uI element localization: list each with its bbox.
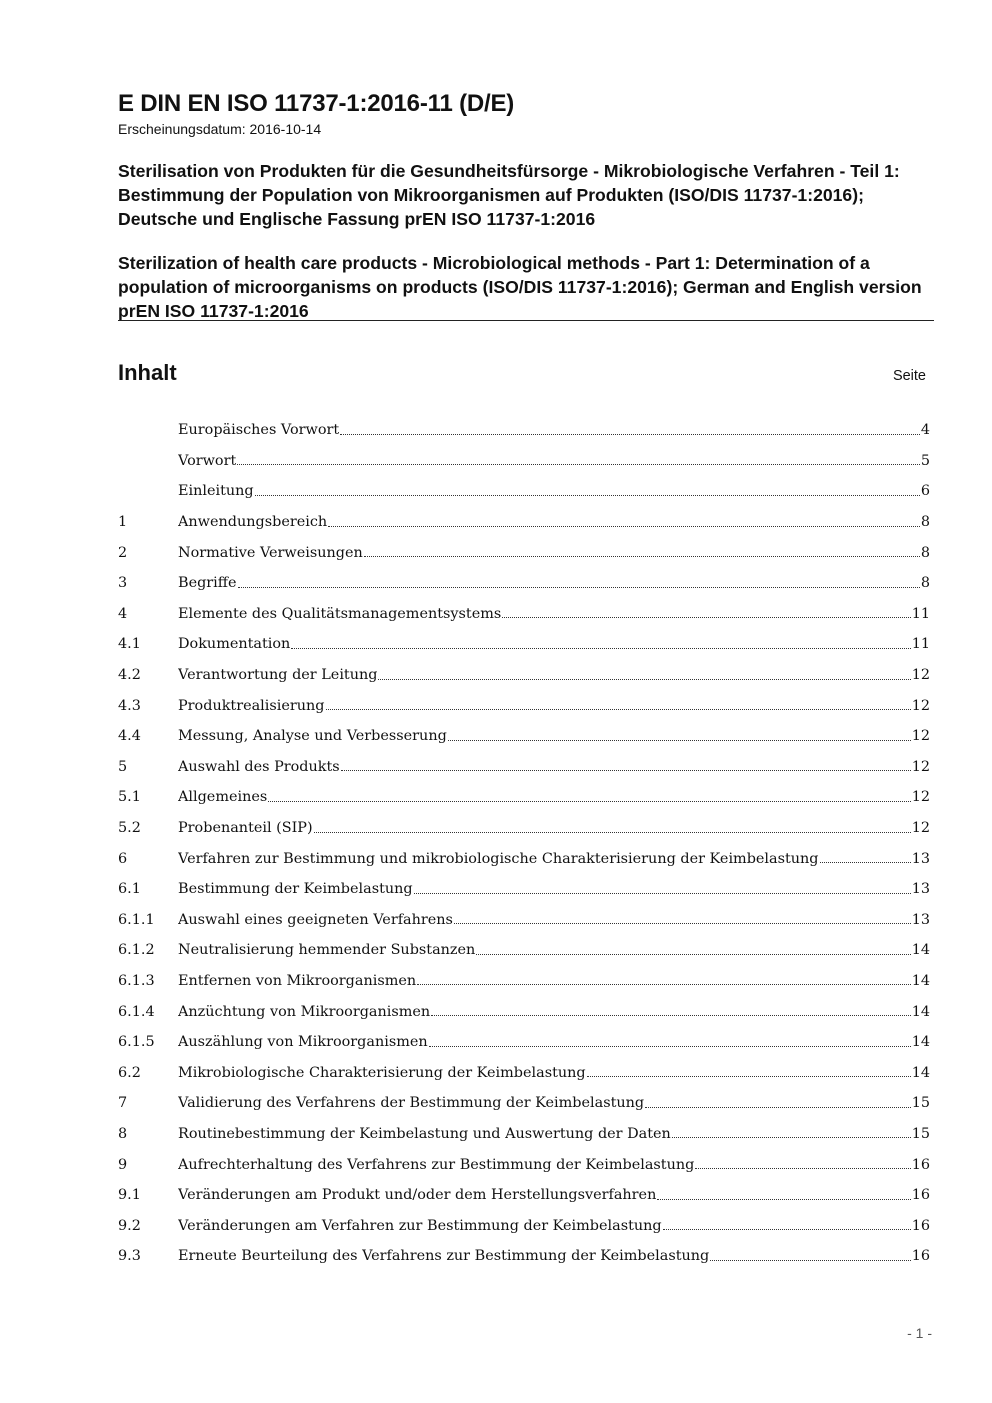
toc-entry[interactable] [118,568,930,599]
toc-entry-title: Auswahl des Produkts [178,758,340,775]
title-divider [118,320,934,321]
toc-dot-leader [431,1015,910,1016]
toc-entry[interactable] [118,507,930,538]
toc-entry[interactable] [118,1057,930,1088]
toc-entry-page: 8 [920,575,930,592]
toc-entry-page: 15 [911,1095,930,1112]
toc-entry-title: Anwendungsbereich [178,514,328,531]
toc-dot-leader [657,1199,910,1200]
toc-entry-title: Auswahl eines geeigneten Verfahrens [178,911,453,928]
toc-entry-number: 6 [118,850,128,867]
toc-dot-leader [326,709,911,710]
toc-entry-number: 9.3 [118,1248,141,1265]
toc-entry-page: 14 [911,942,930,959]
toc-entry-number: 9.2 [118,1217,141,1234]
toc-entry-page: 5 [920,452,930,469]
toc-entry-page: 4 [920,422,930,439]
toc-entry-number: 4 [118,605,128,622]
page-number: - 1 - [907,1325,932,1341]
toc-entry-title: Normative Verweisungen [178,544,363,561]
toc-dot-leader [328,526,920,527]
toc-entry-title: Produktrealisierung [178,697,325,714]
toc-entry[interactable] [118,1027,930,1058]
toc-entry[interactable] [118,996,930,1027]
toc-entry-number: 7 [118,1095,128,1112]
toc-entry-title: Anzüchtung von Mikroorganismen [178,1003,431,1020]
toc-entry-number: 4.3 [118,697,141,714]
toc-entry-title: Messung, Analyse und Verbesserung [178,728,447,745]
toc-entry-title: Dokumentation [178,636,291,653]
toc-entry-page: 12 [911,728,930,745]
toc-entry-number: 4.2 [118,667,141,684]
toc-entry-title: Probenanteil (SIP) [178,820,313,837]
toc-entry-page: 12 [911,697,930,714]
toc-dot-leader [476,954,910,955]
toc-entry-title: Routinebestimmung der Keimbelastung und Auswertung der Daten [178,1125,671,1142]
toc-dot-leader [429,1046,911,1047]
toc-entry-number: 3 [118,575,128,592]
document-id: E DIN EN ISO 11737-1:2016-11 (D/E) [118,90,515,117]
toc-entry-page: 14 [911,1003,930,1020]
toc-entry-page: 14 [911,972,930,989]
toc-entry[interactable] [118,843,930,874]
toc-dot-leader [587,1076,911,1077]
toc-entry-page: 12 [911,789,930,806]
toc-entry[interactable] [118,782,930,813]
toc-dot-leader [695,1168,910,1169]
toc-dot-leader [820,862,911,863]
toc-entry[interactable] [118,1241,930,1272]
toc-entry-number: 6.1.3 [118,972,155,989]
toc-dot-leader [448,740,911,741]
toc-entry[interactable] [118,690,930,721]
toc-entry-title: Veränderungen am Verfahren zur Bestimmung der Keimbelastung [178,1217,662,1234]
toc-entry-title: Bestimmung der Keimbelastung [178,881,413,898]
toc-entry-number: 8 [118,1125,128,1142]
toc-entry-title: Verantwortung der Leitung [178,667,378,684]
toc-entry-number: 6.1.1 [118,911,155,928]
toc-entry-number: 6.1.4 [118,1003,155,1020]
toc-entry[interactable] [118,966,930,997]
toc-entry-page: 8 [920,514,930,531]
toc-dot-leader [255,495,920,496]
toc-entry-number: 9.1 [118,1187,141,1204]
toc-entry-page: 8 [920,544,930,561]
table-of-contents [118,415,930,1272]
toc-entry-page: 13 [911,911,930,928]
toc-entry-title: Einleitung [178,483,254,500]
toc-dot-leader [291,648,910,649]
toc-entry-page: 12 [911,667,930,684]
toc-entry-title: Aufrechterhaltung des Verfahrens zur Bestimmung der Keimbelastung [178,1156,695,1173]
toc-entry-page: 16 [911,1248,930,1265]
toc-entry-title: Vorwort [178,452,237,469]
toc-entry-number: 5.2 [118,820,141,837]
toc-entry-number: 5.1 [118,789,141,806]
toc-dot-leader [454,923,911,924]
toc-entry[interactable] [118,935,930,966]
toc-entry-number: 2 [118,544,128,561]
toc-entry[interactable] [118,446,930,477]
toc-entry-page: 12 [911,758,930,775]
toc-entry[interactable] [118,813,930,844]
toc-entry[interactable] [118,1088,930,1119]
toc-entry-page: 12 [911,820,930,837]
toc-entry-number: 4.1 [118,636,141,653]
toc-dot-leader [672,1137,911,1138]
toc-entry-title: Auszählung von Mikroorganismen [178,1034,428,1051]
toc-page-column-label: Seite [892,368,926,384]
toc-entry[interactable] [118,415,930,446]
toc-entry[interactable] [118,599,930,630]
toc-dot-leader [417,984,911,985]
toc-entry-number: 1 [118,514,128,531]
toc-entry-title: Mikrobiologische Charakterisierung der Keimbelastung [178,1064,586,1081]
toc-entry-title: Verfahren zur Bestimmung und mikrobiologische Charakterisierung der Keimbelastung [178,850,819,867]
toc-entry-page: 14 [911,1034,930,1051]
toc-entry-title: Begriffe [178,575,237,592]
toc-dot-leader [237,464,920,465]
toc-entry-page: 16 [911,1187,930,1204]
toc-entry-number: 5 [118,758,128,775]
toc-entry-title: Neutralisierung hemmender Substanzen [178,942,476,959]
toc-dot-leader [364,556,920,557]
toc-dot-leader [502,617,910,618]
publication-date: Erscheinungsdatum: 2016-10-14 [118,121,322,137]
toc-dot-leader [378,679,910,680]
toc-entry-title: Validierung des Verfahrens der Bestimmung der Keimbelastung [178,1095,645,1112]
toc-entry-title: Europäisches Vorwort [178,422,340,439]
toc-dot-leader [414,893,911,894]
toc-entry-title: Allgemeines [178,789,268,806]
toc-dot-leader [268,801,910,802]
toc-entry[interactable] [118,721,930,752]
toc-entry-number: 6.1.2 [118,942,155,959]
toc-dot-leader [314,832,911,833]
toc-entry-number: 6.1.5 [118,1034,155,1051]
toc-dot-leader [663,1229,911,1230]
toc-entry-title: Veränderungen am Produkt und/oder dem Herstellungsverfahren [178,1187,657,1204]
toc-entry-page: 13 [911,881,930,898]
toc-entry-page: 14 [911,1064,930,1081]
toc-entry[interactable] [118,629,930,660]
toc-entry-number: 9 [118,1156,128,1173]
title-english: Sterilization of health care products - Microbiological methods - Part 1: Determination of a population of microorganisms on products (ISO/DIS 11737-1:2016); German and English version prEN ISO 11737-1:2016 [118,253,922,321]
toc-entry-page: 15 [911,1125,930,1142]
toc-dot-leader [645,1107,911,1108]
toc-entry[interactable] [118,1119,930,1150]
toc-dot-leader [710,1260,910,1261]
toc-entry-title: Erneute Beurteilung des Verfahrens zur Bestimmung der Keimbelastung [178,1248,710,1265]
toc-entry-page: 16 [911,1156,930,1173]
toc-entry-title: Elemente des Qualitätsmanagementsystems [178,605,502,622]
toc-entry[interactable] [118,752,930,783]
toc-entry-page: 16 [911,1217,930,1234]
toc-entry-number: 6.2 [118,1064,141,1081]
toc-entry[interactable] [118,1149,930,1180]
toc-entry[interactable] [118,1180,930,1211]
toc-entry[interactable] [118,660,930,691]
toc-dot-leader [238,587,920,588]
toc-entry-page: 13 [911,850,930,867]
toc-entry[interactable] [118,476,930,507]
toc-entry-number: 6.1 [118,881,141,898]
toc-dot-leader [340,434,920,435]
toc-entry-page: 6 [920,483,930,500]
toc-dot-leader [341,770,911,771]
title-german: Sterilisation von Produkten für die Gesundheitsfürsorge - Mikrobiologische Verfahren - Teil 1: Bestimmung der Population von Mikroorganismen auf Produkten (ISO/DIS 11737-1:2016); Deutsche und Englische Fassung prEN ISO 11737-1:2016 [118,161,900,229]
toc-entry-number: 4.4 [118,728,141,745]
toc-entry[interactable] [118,1210,930,1241]
toc-entry[interactable] [118,537,930,568]
toc-entry[interactable] [118,874,930,905]
toc-entry[interactable] [118,905,930,936]
toc-entry-page: 11 [911,636,930,653]
toc-entry-title: Entfernen von Mikroorganismen [178,972,417,989]
toc-heading: Inhalt [118,360,177,385]
toc-entry-page: 11 [911,605,930,622]
